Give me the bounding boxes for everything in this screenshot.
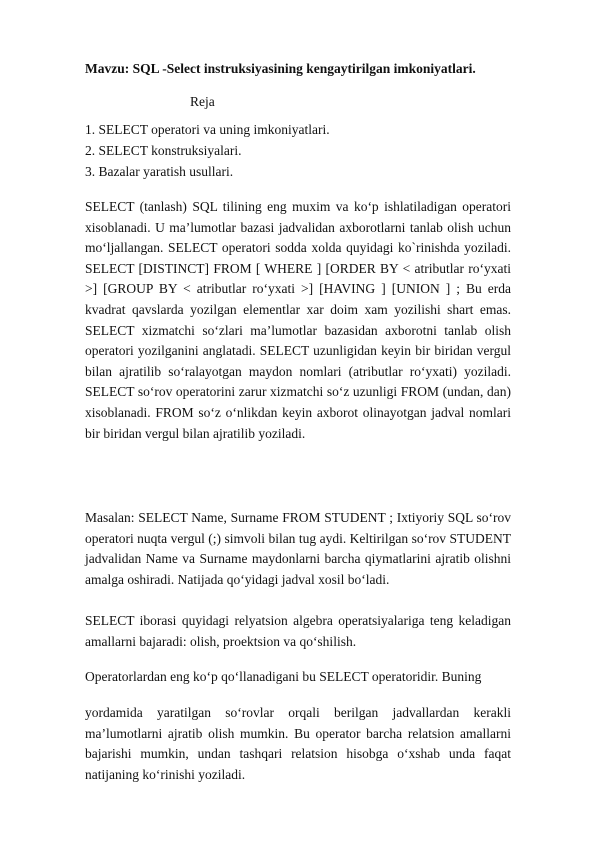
plan-list xyxy=(85,120,511,182)
plan-heading: Reja xyxy=(190,94,215,109)
paragraph-relational-algebra: SELECT iborasi quyidagi relyatsion algebra operatsiyalariga teng keladigan amallarni bajaradi: olish, proektsion va qo‘shilish. xyxy=(85,613,511,649)
paragraph-select-intro: SELECT (tanlash) SQL tilining eng muxim va ko‘p ishlatiladigan operatori xisoblanadi. U ma’lumotlar bazasi jadvalidan axborotlarni tanlab olish uchun mo‘ljallangan. SELECT operatori sodda xolda quyidagi ko`rinishda yoziladi. SELECT [DISTINCT] FROM [ WHERE ] [ORDER BY < atributlar ro‘yxati >] [GROUP BY < atributlar ro‘yxati >] [HAVING ] [UNION ] ; Bu erda kvadrat qavslarda yozilgan elementlar xar doim xam yozilishi shart emas. SELECT xizmatchi so‘zlari ma’lumotlar bazasidan axborotni tanlab olish operatori yozilganini anglatadi. SELECT uzunligidan keyin bir biridan vergul bilan ajratilib so‘ralayotgan maydon nomlari (atributlar ro‘yxati) yoziladi. SELECT so‘rov operatorini zarur xizmatchi so‘z uzunligi FROM (undan, dan) xisoblanadi. FROM so‘z o‘nlikdan keyin axborot olinayotgan jadval nomlari bir biridan vergul bilan ajratilib yoziladi. xyxy=(85,199,511,441)
paragraph-most-used-operator: Operatorlardan eng ko‘p qo‘llanadigani bu SELECT operatoridir. Buning xyxy=(85,669,482,684)
plan-item: 2. SELECT konstruksiyalari. xyxy=(85,142,242,158)
paragraph-example: Masalan: SELECT Name, Surname FROM STUDENT ; Ixtiyoriy SQL so‘rov operatori nuqta vergul (;) simvoli bilan tug aydi. Keltirilgan so‘rov STUDENT jadvalidan Name va Surname maydonlarni barcha qiymatlarini ajratib olishni amalga oshiradi. Natijada qo‘yidagi jadval xosil bo‘ladi. xyxy=(85,510,511,587)
paragraph-select-capabilities: yordamida yaratilgan so‘rovlar orqali berilgan jadvallardan kerakli ma’lumotlarni ajratib olish mumkin. Bu operator barcha relatsion amallarni bajarishi mumkin, undan tashqari relatsion hisobga o‘xshab unda faqat natijaning ko‘rinishi yoziladi. xyxy=(85,705,511,782)
plan-item: 1. SELECT operatori va uning imkoniyatlari. xyxy=(85,122,330,137)
document-title: Mavzu: SQL -Select instruksiyasining kengaytirilgan imkoniyatlari. xyxy=(85,61,476,76)
plan-item: 3. Bazalar yaratish usullari. xyxy=(85,163,234,179)
